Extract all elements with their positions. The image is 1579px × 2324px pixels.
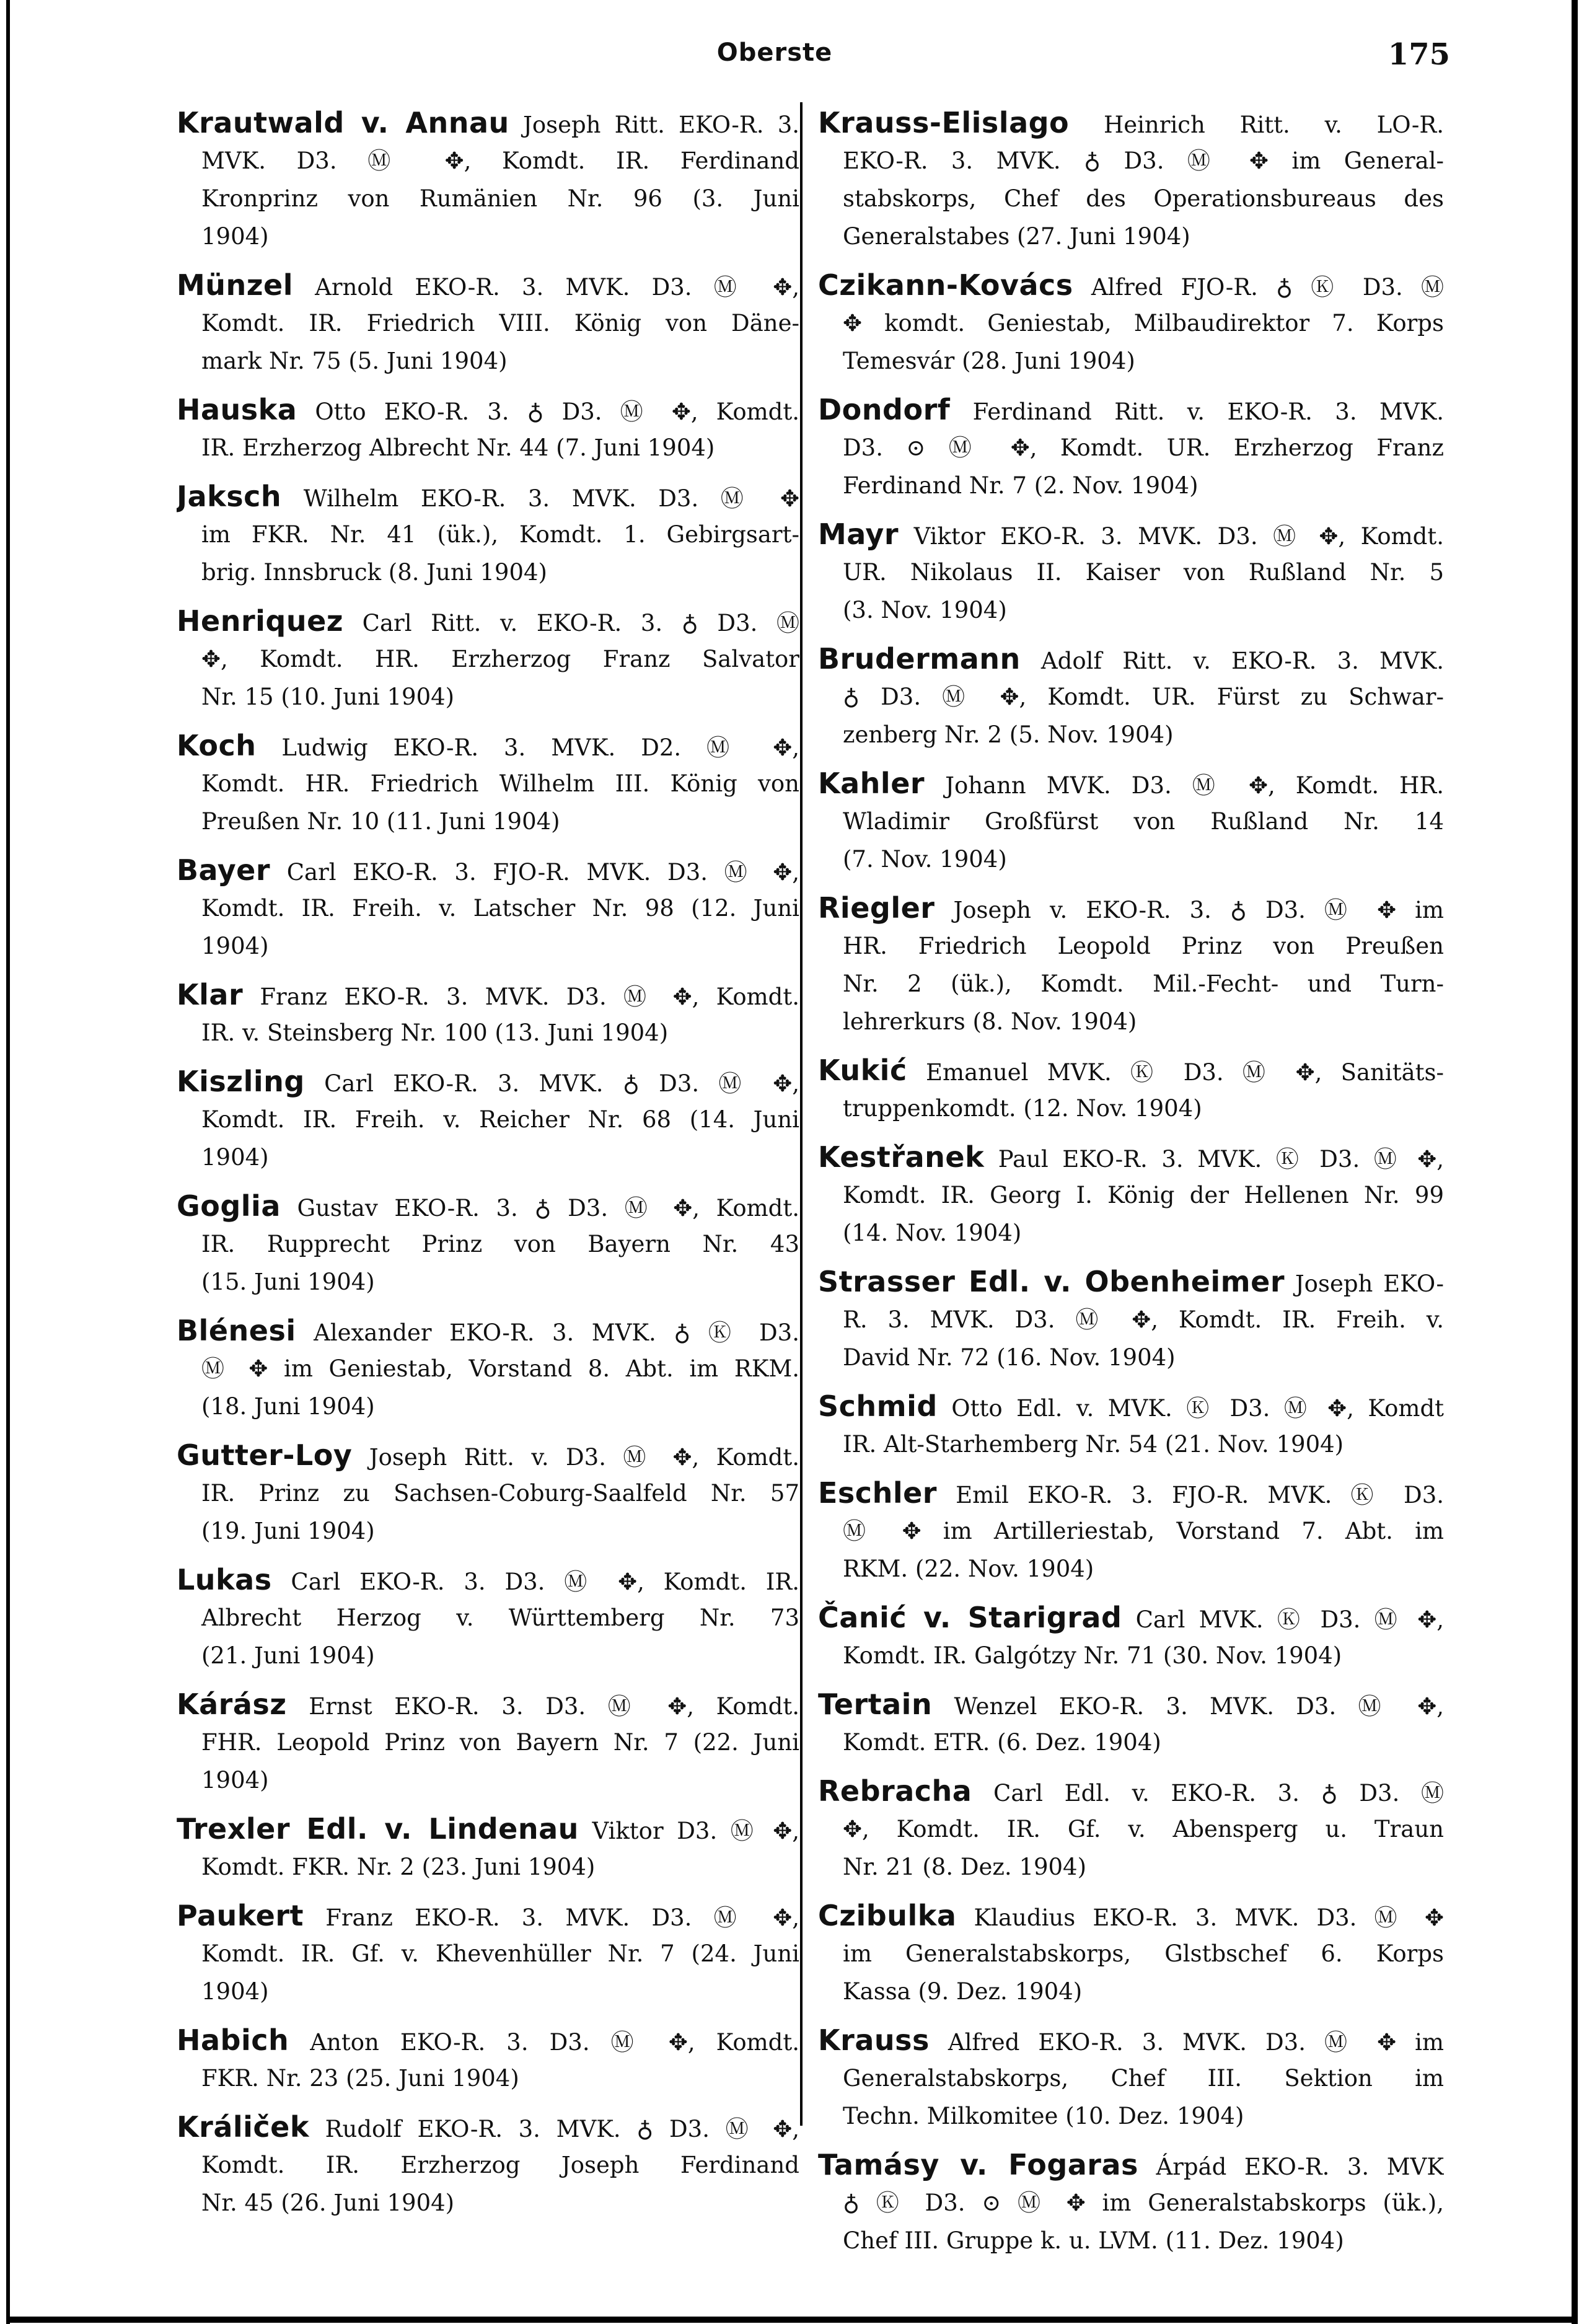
entry-text: ♁ Ⓚ D3. ⊙ Ⓜ ✥ im Generalstabskorps (ük.), — [843, 2190, 1444, 2216]
entry-text: ✥, Komdt. IR. Gf. v. Abensperg u. Traun — [843, 1816, 1444, 1842]
officer-name: Henriquez — [177, 604, 344, 638]
officer-name: Králiček — [177, 2110, 309, 2144]
entry-text: 1904) — [201, 223, 269, 250]
entry-text: im Generalstabskorps, Glstbschef 6. Korps — [843, 1940, 1444, 1967]
officer-name: Dondorf — [818, 393, 951, 426]
register-entry — [818, 1138, 1444, 1252]
entry-text: Johann MVK. D3. Ⓜ ✥, Komdt. HR. — [945, 772, 1444, 799]
officer-name: Brudermann — [818, 642, 1021, 676]
entry-text: Nr. 45 (26. Juni 1904) — [201, 2190, 455, 2216]
entry-text: Heinrich Ritt. v. LO-R. — [1103, 112, 1444, 138]
officer-name: Riegler — [818, 891, 935, 925]
entry-text: Carl Ritt. v. EKO-R. 3. ♁ D3. Ⓜ — [362, 610, 799, 636]
right-column — [818, 104, 1444, 2271]
officer-name: Lukas — [177, 1563, 272, 1596]
officer-name: Schmid — [818, 1389, 938, 1423]
entry-line — [818, 2022, 1444, 2059]
register-entry — [177, 266, 799, 380]
register-entry — [818, 1599, 1444, 1675]
entry-text: Komdt. IR. Georg I. König der Hellenen Nr. 99 — [843, 1182, 1444, 1208]
register-entry — [818, 1772, 1444, 1886]
entry-line — [818, 840, 1444, 878]
entry-text: Adolf Ritt. v. EKO-R. 3. MVK. — [1040, 648, 1444, 674]
entry-line — [818, 1686, 1444, 1723]
entry-line — [818, 1512, 1444, 1550]
entry-text: Paul EKO-R. 3. MVK. Ⓚ D3. Ⓜ ✥, — [998, 1146, 1444, 1173]
entry-line — [818, 765, 1444, 803]
entry-line — [177, 602, 799, 640]
register-entry — [177, 1312, 799, 1425]
entry-text: Klaudius EKO-R. 3. MVK. D3. Ⓜ ✥ — [974, 1904, 1444, 1931]
register-entry — [177, 1063, 799, 1176]
entry-line — [177, 1388, 799, 1425]
entry-line — [177, 2146, 799, 2184]
entry-line — [177, 104, 799, 142]
entry-text: Carl MVK. Ⓚ D3. Ⓜ ✥, — [1135, 1606, 1444, 1633]
officer-name: Kiszling — [177, 1065, 305, 1098]
register-entry — [177, 1810, 799, 1886]
entry-line — [177, 1138, 799, 1176]
officer-name: Kukić — [818, 1054, 907, 1087]
entry-line — [177, 1973, 799, 2010]
entry-text: RKM. (22. Nov. 1904) — [843, 1556, 1094, 1582]
entry-text: mark Nr. 75 (5. Juni 1904) — [201, 348, 508, 374]
register-entry — [818, 104, 1444, 255]
entry-line — [818, 1723, 1444, 1761]
entry-line — [177, 1063, 799, 1101]
entry-text: 1904) — [201, 1767, 269, 1794]
register-entry — [818, 2022, 1444, 2135]
entry-line — [818, 516, 1444, 553]
entry-text: Emanuel MVK. Ⓚ D3. Ⓜ ✥, Sanitäts- — [925, 1059, 1444, 1086]
entry-text: IR. Erzherzog Albrecht Nr. 44 (7. Juni 1904) — [201, 434, 715, 461]
entry-line — [177, 266, 799, 304]
entry-line — [818, 1003, 1444, 1041]
entry-line — [818, 1772, 1444, 1810]
entry-line — [818, 1052, 1444, 1089]
entry-text: Viktor D3. Ⓜ ✥, — [592, 1818, 799, 1844]
entry-text: Komdt. IR. Gf. v. Khevenhüller Nr. 7 (24. Juni — [201, 1940, 799, 1967]
entry-line — [177, 727, 799, 765]
entry-line — [818, 1897, 1444, 1935]
entry-line — [177, 765, 799, 803]
register-entry — [177, 1686, 799, 1799]
entry-line — [818, 2146, 1444, 2184]
entry-line — [177, 1935, 799, 1973]
officer-name: Krauss-Elislago — [818, 106, 1070, 139]
entry-text: Carl EKO-R. 3. MVK. ♁ D3. Ⓜ ✥, — [324, 1070, 799, 1097]
entry-line — [177, 1474, 799, 1512]
entry-line — [818, 678, 1444, 716]
entry-line — [818, 1810, 1444, 1848]
register-entry — [177, 391, 799, 467]
officer-name: Münzel — [177, 268, 294, 302]
entry-line — [818, 304, 1444, 342]
register-entry — [818, 640, 1444, 754]
register-entry — [177, 104, 799, 255]
entry-text: Komdt. FKR. Nr. 2 (23. Juni 1904) — [201, 1854, 596, 1880]
register-entry — [818, 1897, 1444, 2010]
entry-text: Komdt. IR. Galgótzy Nr. 71 (30. Nov. 1904) — [843, 1642, 1342, 1669]
register-entry — [818, 266, 1444, 380]
register-entry — [177, 976, 799, 1052]
entry-text: Viktor EKO-R. 3. MVK. D3. Ⓜ ✥, Komdt. — [913, 523, 1444, 550]
entry-line — [177, 1637, 799, 1675]
entry-line — [177, 1848, 799, 1886]
entry-text: Franz EKO-R. 3. MVK. D3. Ⓜ ✥, Komdt. — [260, 984, 799, 1010]
officer-name: Gutter-Loy — [177, 1438, 353, 1472]
register-entry — [818, 765, 1444, 878]
entry-line — [177, 516, 799, 553]
entry-line — [177, 1101, 799, 1138]
entry-line — [818, 2184, 1444, 2222]
entry-text: Nr. 21 (8. Dez. 1904) — [843, 1854, 1087, 1880]
entry-line — [177, 1312, 799, 1350]
register-entry — [177, 852, 799, 965]
entry-text: Alfred FJO-R. ♁ Ⓚ D3. Ⓜ — [1091, 274, 1444, 301]
officer-name: Eschler — [818, 1476, 937, 1510]
entry-text: Temesvár (28. Juni 1904) — [843, 348, 1135, 374]
entry-text: ✥ komdt. Geniestab, Milbaudirektor 7. Korps — [843, 310, 1444, 337]
officer-name: Czikann-Kovács — [818, 268, 1073, 302]
entry-text: im FKR. Nr. 41 (ük.), Komdt. 1. Gebirgsart- — [201, 521, 799, 548]
officer-name: Trexler Edl. v. Lindenau — [177, 1812, 579, 1846]
entry-line — [177, 927, 799, 965]
officer-name: Klar — [177, 978, 244, 1011]
entry-line — [818, 2059, 1444, 2097]
entry-line — [177, 304, 799, 342]
entry-text: Ⓜ ✥ im Artilleriestab, Vorstand 7. Abt. im — [843, 1518, 1444, 1544]
officer-name: Rebracha — [818, 1774, 972, 1808]
entry-text: (19. Juni 1904) — [201, 1518, 375, 1544]
entry-line — [818, 927, 1444, 965]
entry-line — [818, 2097, 1444, 2135]
officer-name: Koch — [177, 729, 257, 762]
entry-line — [818, 391, 1444, 429]
entry-line — [818, 553, 1444, 591]
entry-text: Chef III. Gruppe k. u. LVM. (11. Dez. 1904) — [843, 2227, 1344, 2254]
register-entry — [177, 2022, 799, 2097]
register-entry — [177, 1561, 799, 1675]
entry-line — [177, 1014, 799, 1052]
officer-name: Paukert — [177, 1899, 304, 1932]
officer-name: Čanić v. Starigrad — [818, 1601, 1122, 1634]
entry-text: D3. ⊙ Ⓜ ✥, Komdt. UR. Erzherzog Franz — [843, 434, 1444, 461]
entry-line — [818, 218, 1444, 255]
entry-line — [177, 1187, 799, 1225]
entry-line — [818, 1848, 1444, 1886]
entry-line — [177, 391, 799, 429]
entry-line — [177, 1512, 799, 1550]
officer-name: Jaksch — [177, 480, 282, 513]
entry-line — [818, 1550, 1444, 1588]
entry-text: Alexander EKO-R. 3. MVK. ♁ Ⓚ D3. — [314, 1319, 799, 1346]
entry-text: truppenkomdt. (12. Nov. 1904) — [843, 1095, 1202, 1122]
entry-text: FHR. Leopold Prinz von Bayern Nr. 7 (22. Juni — [201, 1729, 799, 1756]
register-entry — [818, 1052, 1444, 1127]
entry-text: zenberg Nr. 2 (5. Nov. 1904) — [843, 721, 1174, 748]
entry-line — [177, 142, 799, 180]
entry-text: Gustav EKO-R. 3. ♁ D3. Ⓜ ✥, Komdt. — [297, 1195, 799, 1221]
entry-line — [177, 1225, 799, 1263]
entry-line — [177, 852, 799, 889]
entry-line — [818, 266, 1444, 304]
entry-text: lehrerkurs (8. Nov. 1904) — [843, 1008, 1137, 1035]
entry-text: Ferdinand Nr. 7 (2. Nov. 1904) — [843, 472, 1199, 499]
entry-line — [818, 716, 1444, 754]
page-scan-edge-right — [1572, 0, 1578, 2324]
entry-text: Komdt. IR. Freih. v. Latscher Nr. 98 (12. Juni — [201, 895, 799, 922]
entry-text: Joseph v. EKO-R. 3. ♁ D3. Ⓜ ✥ im — [953, 897, 1444, 923]
entry-line — [818, 1637, 1444, 1675]
entry-text: 1904) — [201, 1144, 269, 1171]
officer-name: Goglia — [177, 1189, 281, 1223]
entry-text: Kronprinz von Rumänien Nr. 96 (3. Juni — [201, 185, 799, 212]
register-entry — [818, 889, 1444, 1041]
officer-name: Strasser Edl. v. Obenheimer — [818, 1265, 1285, 1298]
entry-text: Ⓜ ✥ im Geniestab, Vorstand 8. Abt. im RKM. — [201, 1355, 799, 1382]
officer-name: Mayr — [818, 517, 899, 551]
page-number: 175 — [1388, 37, 1450, 72]
entry-line — [818, 1176, 1444, 1214]
register-entry — [177, 1897, 799, 2010]
entry-text: Komdt. IR. Freih. v. Reicher Nr. 68 (14. Juni — [201, 1106, 799, 1133]
page-scan-edge-left — [6, 0, 10, 2324]
entry-line — [177, 1599, 799, 1637]
entry-line — [177, 553, 799, 591]
entry-line — [818, 1089, 1444, 1127]
entry-text: (3. Nov. 1904) — [843, 597, 1007, 623]
entry-text: Arnold EKO-R. 3. MVK. D3. Ⓜ ✥, — [315, 274, 799, 301]
entry-line — [177, 640, 799, 678]
entry-text: Franz EKO-R. 3. MVK. D3. Ⓜ ✥, — [325, 1904, 799, 1931]
entry-line — [177, 1686, 799, 1723]
officer-name: Kárász — [177, 1688, 287, 1721]
entry-line — [177, 2184, 799, 2222]
register-entry — [177, 602, 799, 716]
entry-text: Otto EKO-R. 3. ♁ D3. Ⓜ ✥, Komdt. — [315, 398, 799, 425]
entry-line — [177, 2108, 799, 2146]
entry-text: Wilhelm EKO-R. 3. MVK. D3. Ⓜ ✥ — [303, 485, 799, 512]
entry-line — [818, 889, 1444, 927]
officer-name: Krauss — [818, 2023, 930, 2057]
entry-line — [177, 1810, 799, 1848]
entry-text: Joseph Ritt. v. D3. Ⓜ ✥, Komdt. — [369, 1444, 799, 1471]
entry-line — [818, 1214, 1444, 1252]
entry-line — [818, 429, 1444, 467]
entry-line — [177, 889, 799, 927]
officer-name: Bayer — [177, 853, 271, 887]
officer-name: Kahler — [818, 767, 925, 800]
entry-text: Komdt. HR. Friedrich Wilhelm III. König von — [201, 770, 799, 797]
entry-text: HR. Friedrich Leopold Prinz von Preußen — [843, 933, 1444, 959]
entry-text: 1904) — [201, 1978, 269, 2005]
entry-text: IR. v. Steinsberg Nr. 100 (13. Juni 1904) — [201, 1019, 669, 1046]
entry-text: Wladimir Großfürst von Rußland Nr. 14 — [843, 808, 1444, 835]
officer-name: Kestřanek — [818, 1140, 985, 1174]
entry-text: stabskorps, Chef des Operationsbureaus des — [843, 185, 1444, 212]
entry-text: EKO-R. 3. MVK. ♁ D3. Ⓜ ✥ im General- — [843, 147, 1444, 174]
entry-line — [818, 467, 1444, 504]
entry-line — [818, 803, 1444, 840]
register-entry — [177, 1437, 799, 1550]
entry-line — [818, 965, 1444, 1003]
register-entry — [177, 727, 799, 840]
officer-name: Krautwald v. Annau — [177, 106, 509, 139]
entry-line — [818, 591, 1444, 629]
entry-text: Nr. 15 (10. Juni 1904) — [201, 684, 455, 710]
register-entry — [818, 391, 1444, 504]
left-column — [177, 104, 799, 2233]
entry-text: Ernst EKO-R. 3. D3. Ⓜ ✥, Komdt. — [309, 1693, 799, 1720]
entry-text: Alfred EKO-R. 3. MVK. D3. Ⓜ ✥ im — [948, 2029, 1444, 2056]
entry-text: Emil EKO-R. 3. FJO-R. MVK. Ⓚ D3. — [956, 1482, 1444, 1508]
entry-text: Generalstabes (27. Juni 1904) — [843, 223, 1190, 250]
entry-text: Rudolf EKO-R. 3. MVK. ♁ D3. Ⓜ ✥, — [325, 2116, 799, 2142]
register-entry — [177, 478, 799, 591]
officer-name: Tamásy v. Fogaras — [818, 2148, 1138, 2181]
entry-text: Techn. Milkomitee (10. Dez. 1904) — [843, 2103, 1244, 2129]
entry-line — [818, 1301, 1444, 1339]
entry-line — [818, 1425, 1444, 1463]
entry-text: brig. Innsbruck (8. Juni 1904) — [201, 559, 547, 586]
entry-line — [177, 1350, 799, 1388]
entry-text: Generalstabskorps, Chef III. Sektion im — [843, 2065, 1444, 2092]
entry-line — [177, 218, 799, 255]
entry-text: Joseph Ritt. EKO-R. 3. — [523, 112, 799, 138]
entry-text: Carl EKO-R. 3. D3. Ⓜ ✥, Komdt. IR. — [291, 1569, 799, 1595]
register-entry — [177, 2108, 799, 2222]
entry-line — [818, 180, 1444, 218]
entry-line — [818, 342, 1444, 380]
entry-text: Wenzel EKO-R. 3. MVK. D3. Ⓜ ✥, — [954, 1693, 1444, 1720]
register-entry — [818, 1388, 1444, 1463]
entry-text: Nr. 2 (ük.), Komdt. Mil.-Fecht- und Turn- — [843, 971, 1444, 997]
entry-text: Komdt. ETR. (6. Dez. 1904) — [843, 1729, 1161, 1756]
entry-text: ✥, Komdt. HR. Erzherzog Franz Salvator — [201, 646, 799, 672]
entry-text: 1904) — [201, 933, 269, 959]
page-scan-edge-bottom — [6, 2317, 1578, 2323]
entry-text: Ludwig EKO-R. 3. MVK. D2. Ⓜ ✥, — [281, 734, 799, 761]
entry-line — [818, 142, 1444, 180]
officer-name: Hauska — [177, 393, 297, 426]
entry-text: (21. Juni 1904) — [201, 1642, 375, 1669]
entry-line — [177, 1263, 799, 1301]
entry-text: (7. Nov. 1904) — [843, 846, 1007, 873]
entry-text: R. 3. MVK. D3. Ⓜ ✥, Komdt. IR. Freih. v. — [843, 1306, 1444, 1333]
running-header: Oberste — [716, 38, 833, 67]
entry-text: Ferdinand Ritt. v. EKO-R. 3. MVK. — [972, 398, 1444, 425]
entry-text: Árpád EKO-R. 3. MVK — [1156, 2154, 1444, 2180]
entry-text: IR. Alt-Starhemberg Nr. 54 (21. Nov. 1904) — [843, 1431, 1344, 1458]
entry-line — [818, 2222, 1444, 2260]
entry-text: Albrecht Herzog v. Württemberg Nr. 73 — [201, 1604, 799, 1631]
officer-name: Blénesi — [177, 1314, 296, 1347]
officer-name: Tertain — [818, 1688, 933, 1721]
entry-line — [818, 1599, 1444, 1637]
entry-line — [177, 180, 799, 218]
register-entry — [177, 1187, 799, 1301]
entry-text: Joseph EKO- — [1295, 1270, 1444, 1297]
register-entry — [818, 516, 1444, 629]
entry-text: FKR. Nr. 23 (25. Juni 1904) — [201, 2065, 519, 2092]
register-entry — [818, 2146, 1444, 2260]
entry-line — [177, 2022, 799, 2059]
entry-text: UR. Nikolaus II. Kaiser von Rußland Nr. 5 — [843, 559, 1444, 586]
register-entry — [818, 1686, 1444, 1761]
register-entry — [818, 1474, 1444, 1588]
entry-line — [818, 1339, 1444, 1376]
entry-text: IR. Rupprecht Prinz von Bayern Nr. 43 — [201, 1231, 799, 1257]
entry-text: MVK. D3. Ⓜ ✥, Komdt. IR. Ferdinand — [201, 147, 799, 174]
entry-text: Anton EKO-R. 3. D3. Ⓜ ✥, Komdt. — [310, 2029, 799, 2056]
entry-line — [177, 1437, 799, 1474]
entry-text: Preußen Nr. 10 (11. Juni 1904) — [201, 808, 560, 835]
entry-text: Otto Edl. v. MVK. Ⓚ D3. Ⓜ ✥, Komdt — [951, 1395, 1444, 1422]
entry-line — [177, 429, 799, 467]
column-divider — [800, 102, 803, 2126]
entry-line — [818, 1935, 1444, 1973]
entry-line — [177, 803, 799, 840]
entry-text: Komdt. IR. Friedrich VIII. König von Däne- — [201, 310, 799, 337]
entry-text: (14. Nov. 1904) — [843, 1220, 1022, 1246]
entry-line — [818, 1388, 1444, 1425]
register-entry — [818, 1263, 1444, 1376]
entry-line — [177, 478, 799, 516]
entry-text: Komdt. IR. Erzherzog Joseph Ferdinand — [201, 2152, 799, 2178]
entry-text: Kassa (9. Dez. 1904) — [843, 1978, 1083, 2005]
entry-text: IR. Prinz zu Sachsen-Coburg-Saalfeld Nr. 57 — [201, 1480, 799, 1507]
officer-name: Czibulka — [818, 1899, 957, 1932]
entry-line — [177, 1561, 799, 1599]
entry-line — [818, 1973, 1444, 2010]
entry-line — [177, 342, 799, 380]
entry-text: David Nr. 72 (16. Nov. 1904) — [843, 1344, 1176, 1371]
entry-line — [177, 1897, 799, 1935]
entry-line — [177, 1761, 799, 1799]
entry-text: Carl Edl. v. EKO-R. 3. ♁ D3. Ⓜ — [993, 1780, 1444, 1807]
entry-text: Carl EKO-R. 3. FJO-R. MVK. D3. Ⓜ ✥, — [286, 859, 799, 886]
entry-text: (15. Juni 1904) — [201, 1269, 375, 1295]
officer-name: Habich — [177, 2023, 289, 2057]
entry-line — [818, 1263, 1444, 1301]
entry-line — [177, 976, 799, 1014]
entry-text: ♁ D3. Ⓜ ✥, Komdt. UR. Fürst zu Schwar- — [843, 684, 1444, 710]
entry-line — [177, 678, 799, 716]
entry-line — [818, 1138, 1444, 1176]
entry-line — [818, 1474, 1444, 1512]
entry-line — [177, 1723, 799, 1761]
entry-line — [818, 104, 1444, 142]
entry-line — [177, 2059, 799, 2097]
entry-text: (18. Juni 1904) — [201, 1393, 375, 1420]
entry-line — [818, 640, 1444, 678]
